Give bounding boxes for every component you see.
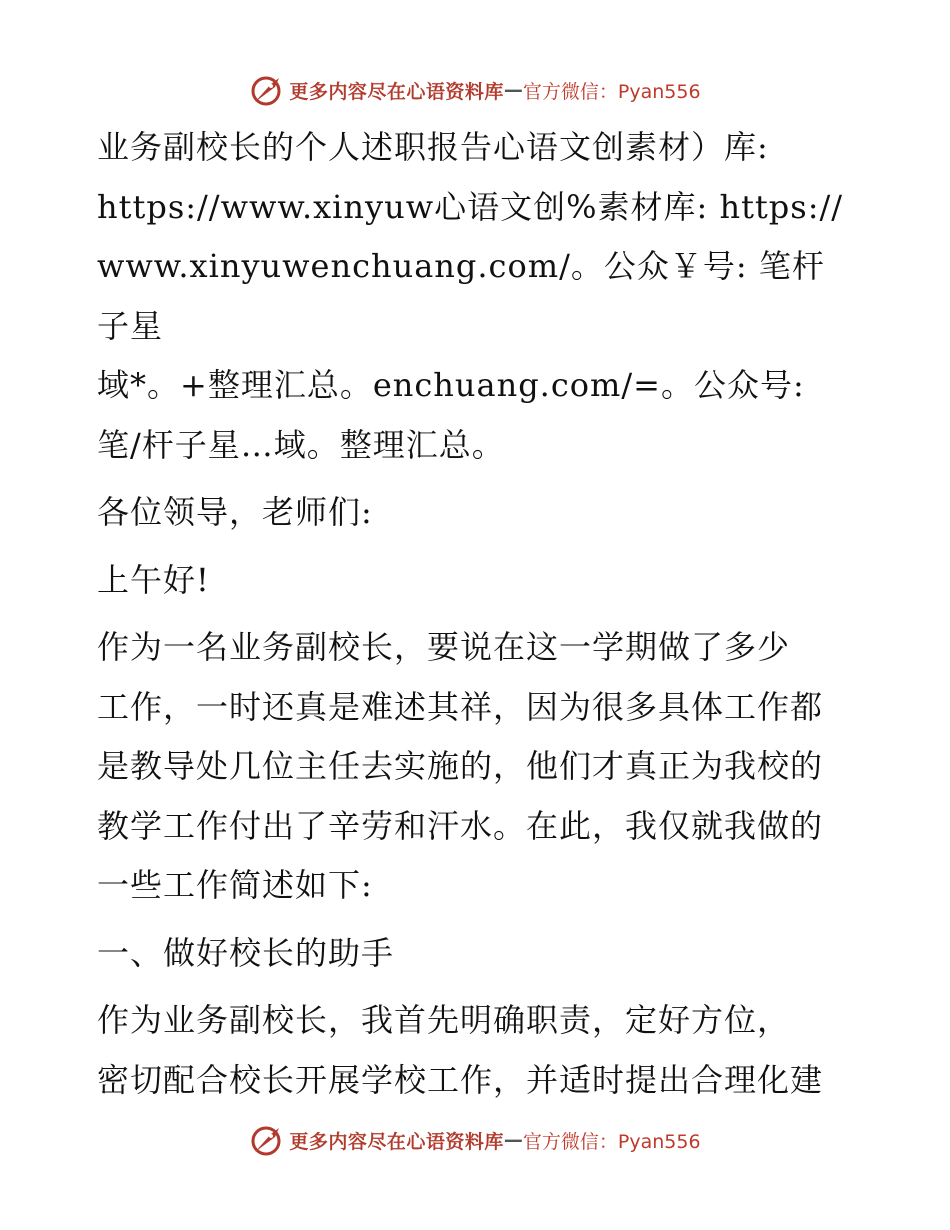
text-line: 业务副校长的个人述职报告心语文创素材）库:: [97, 128, 769, 166]
header-block: [97, 118, 857, 475]
text-line: https://www.xinyuw心语文创%素材库: https://: [97, 187, 844, 226]
text-line: 作为一名业务副校长，要说在这一学期做了多少: [97, 628, 791, 666]
text-line: 作为业务副校长，我首先明确职责，定好方位，: [97, 1001, 791, 1039]
text-line: 是教导处几位主任去实施的，他们才真正为我校的: [97, 747, 824, 785]
watermark-banner-bottom: [0, 1120, 950, 1160]
text-line: 教学工作付出了辛劳和汗水。在此，我仅就我做的: [97, 806, 824, 845]
banner-wechat-text: 官方微信：Pyan556: [522, 1130, 701, 1153]
text-line: 一些工作简述如下:: [97, 866, 373, 904]
banner-separator: —: [503, 79, 523, 101]
paragraph-2: [97, 991, 857, 1110]
paragraph-1: [97, 618, 857, 916]
greeting: 各位领导，老师们:: [97, 493, 373, 531]
pen-nib-logo-icon: [249, 72, 285, 108]
text-line: 域*。+整理汇总。enchuang.com/=。公众号:: [97, 366, 805, 404]
text-line: www.xinyuwenchuang.com/。公众￥号: 笔杆子星: [97, 247, 825, 345]
salutation: 上午好!: [97, 560, 210, 599]
pen-nib-logo-icon: [249, 1122, 285, 1158]
banner-separator: —: [503, 1129, 523, 1151]
banner-brand-text: 更多内容尽在心语资料库: [289, 80, 504, 103]
text-line: 工作，一时还真是难述其祥，因为很多具体工作都: [97, 687, 824, 726]
text-line: 笔/杆子星…域。整理汇总。: [97, 425, 505, 464]
banner-wechat-text: 官方微信：Pyan556: [522, 80, 701, 103]
text-line: 密切配合校长开展学校工作，并适时提出合理化建: [97, 1060, 824, 1099]
watermark-banner-top: [0, 70, 950, 110]
section-heading: 一、做好校长的助手: [97, 933, 395, 972]
document-body: [97, 118, 857, 1110]
banner-brand-text: 更多内容尽在心语资料库: [289, 1130, 504, 1153]
